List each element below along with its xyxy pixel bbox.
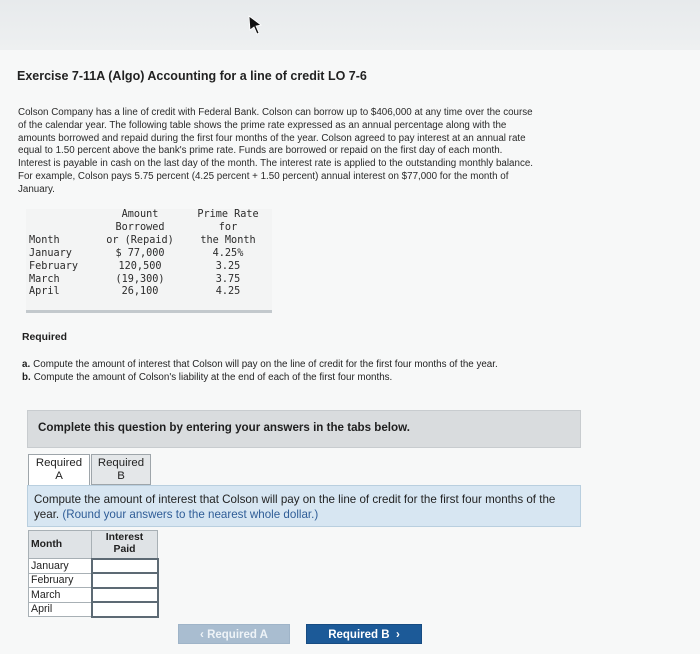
amount-cell: 120,500	[118, 260, 162, 272]
table-row	[26, 261, 272, 274]
required-item-text: Compute the amount of Colson's liability at the end of each of the first four months.	[33, 371, 393, 383]
answer-header-interest-line: Paid	[113, 544, 136, 556]
exercise-intro	[18, 107, 648, 197]
table-row	[29, 573, 158, 588]
answer-header-interest	[92, 531, 158, 559]
header-amount: Amount	[121, 209, 159, 220]
intro-line: amounts borrowed and repaid during the first four months of the year. Colson agreed to pay interest at an annual rate	[18, 132, 526, 144]
month-cell: April	[29, 286, 60, 298]
tab-label: Required	[35, 457, 83, 469]
mouse-cursor-icon	[246, 14, 264, 36]
rate-cell: 4.25%	[212, 247, 244, 259]
table-row	[29, 559, 158, 574]
table-row	[29, 602, 158, 617]
header-month: Month	[29, 234, 60, 246]
amount-cell: $ 77,000	[115, 247, 165, 259]
tab-label: A	[55, 470, 63, 482]
credit-data-table	[26, 209, 272, 313]
next-button-label: Required B	[328, 629, 390, 641]
month-cell: January	[29, 247, 72, 259]
answer-header-month: Month	[29, 531, 92, 559]
answer-month-cell: April	[29, 602, 92, 617]
tab-required-a[interactable]	[28, 454, 90, 486]
header-rate: for	[218, 221, 238, 233]
header-rate: Prime Rate	[197, 209, 259, 220]
exercise-title: Exercise 7-11A (Algo) Accounting for a line of credit LO 7-6	[17, 69, 367, 83]
answer-header-interest-line: Interest	[105, 532, 144, 544]
month-cell: March	[29, 273, 60, 285]
required-item-label: a.	[22, 359, 31, 370]
header-amount: or (Repaid)	[106, 234, 174, 246]
prev-button-label: Required A	[207, 629, 268, 641]
header-rate: the Month	[200, 234, 256, 246]
table-row	[26, 248, 272, 261]
intro-line: Colson Company has a line of credit with Federal Bank. Colson can borrow up to $406,000 at any time over the course	[18, 107, 533, 118]
rate-cell: 3.75	[215, 273, 241, 285]
amount-cell: (19,300)	[115, 273, 165, 285]
table-row	[26, 286, 272, 299]
intro-line: Interest is payable in cash on the last day of the month. The interest rate is applied to the outstanding monthly balance.	[18, 158, 534, 170]
intro-line: January.	[18, 183, 55, 195]
tab-label: Required	[97, 457, 145, 469]
chevron-right-icon: ›	[392, 629, 400, 641]
tab-required-b[interactable]	[91, 454, 151, 485]
rate-cell: 3.25	[215, 260, 241, 272]
answer-month-cell: March	[29, 588, 92, 603]
answer-month-cell: January	[29, 559, 92, 574]
required-item	[22, 359, 498, 372]
intro-line: of the calendar year. The following table shows the prime rate expressed as an annual percentage along with the	[18, 119, 507, 131]
required-item	[22, 372, 498, 385]
photo-top-margin	[0, 0, 700, 50]
instruction-text: Compute the amount of interest that Colson will pay on the line of credit for the first four months of the year.	[34, 493, 556, 521]
instruction-rounding-note: (Round your answers to the nearest whole dollar.)	[62, 508, 319, 521]
interest-input-april[interactable]	[92, 602, 158, 617]
interest-answer-table	[28, 530, 159, 618]
instruction-box	[27, 485, 581, 527]
previous-required-a-button[interactable]	[178, 624, 290, 644]
tab-label: B	[117, 470, 125, 482]
next-required-b-button[interactable]	[306, 624, 422, 644]
header-amount: Borrowed	[115, 221, 165, 233]
rate-cell: 4.25	[215, 286, 241, 298]
required-item-label: b.	[22, 371, 31, 383]
complete-question-banner: Complete this question by entering your answers in the tabs below.	[27, 410, 581, 448]
interest-input-january[interactable]	[92, 559, 158, 574]
chevron-left-icon: ‹	[200, 629, 204, 641]
required-list	[22, 359, 498, 385]
intro-line: For example, Colson pays 5.75 percent (4.25 percent + 1.50 percent) annual interest on $77,000 for the month of	[18, 170, 509, 182]
table-row	[26, 274, 272, 287]
amount-cell: 26,100	[121, 286, 159, 298]
intro-line: equal to 1.50 percent above the bank's prime rate. Funds are borrowed or repaid on the first day of each month.	[18, 145, 503, 157]
answer-month-cell: February	[29, 573, 92, 588]
interest-input-february[interactable]	[92, 573, 158, 588]
required-item-text: Compute the amount of interest that Colson will pay on the line of credit for the first four months of the year.	[33, 359, 498, 370]
interest-input-march[interactable]	[92, 588, 158, 603]
table-row	[29, 588, 158, 603]
month-cell: February	[29, 260, 79, 272]
required-heading: Required	[22, 332, 68, 343]
